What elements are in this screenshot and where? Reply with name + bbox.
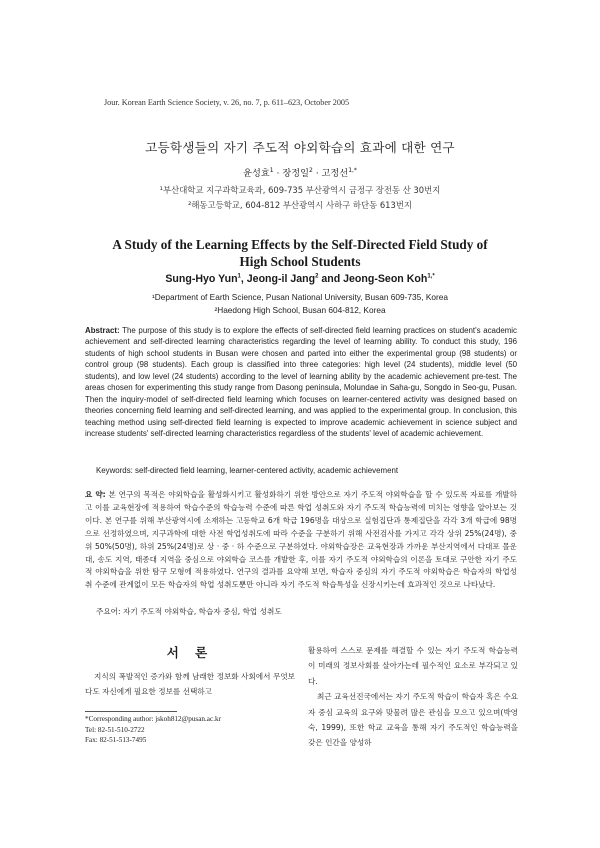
korean-keywords-text: 자기 주도적 야외학습, 학습자 중심, 학업 성취도 — [123, 607, 282, 616]
author-1-affil: 1 — [269, 166, 274, 174]
author-2: Jeong-il Jang — [246, 273, 316, 285]
english-affiliation-2: ²Haedong High School, Busan 604-812, Korea — [214, 305, 386, 315]
intro-paragraph: 활용하여 스스로 문제를 해결할 수 있는 자기 주도적 학습능력이 미래의 정보사회를 살아가는데 필수적인 요소로 부각되고 있다. — [308, 646, 518, 686]
author-3-affil: 1,* — [348, 166, 357, 174]
author-separator: and — [318, 273, 344, 285]
english-authors — [0, 273, 600, 285]
abstract-label: Abstract: — [85, 326, 120, 335]
summary-label: 요 약: — [85, 490, 106, 499]
author-separator: · — [312, 168, 322, 179]
abstract — [85, 325, 517, 440]
author-separator: , — [240, 273, 247, 285]
author-2-affil: 2 — [308, 166, 313, 174]
keywords-text: self-directed field learning, learner-centered activity, academic achievement — [135, 466, 399, 475]
summary-text: 본 연구의 목적은 야외학습을 활성화시키고 활성화하기 위한 방안으로 자기 주도적 야외학습을 할 수 있도록 자료를 개발하고 이를 교육현장에 적용하여 학습수준의 학습능력 수준에 따른 학업 성취도와 자기 주도적 학습능력에 미치는 영향을 알아보는 것이다. 본 연구를 위해 부산광역시에 소재하는 고등학교 6개 학급 196명을 대상으로 실험집단과 통제집단을 각각 3개 학급에 98명으로 선정하였으며, 지구과학에 대한 사전 학업성취도에 따라 수준을 구분하기 위해 사전검사를 가지고 각각 상위 25%(24명), 중위 50%(50명), 하위 25%(24명)로 상 · 중 · 하 수준으로 구분하였다. 야외학습장은 교육현장과 가까운 부산지역에서 다대포 몰운대, 송도 지역, 태종대 지역을 중심으로 야외학습 코스를 개발한 후, 이를 자기 주도적 야외학습의 이론을 토대로 구안한 자기 주도적 야외학습을 위한 탐구 모형에 적용하였다. 연구의 결과를 요약해 보면, 학습자 중심의 자기 주도적 야외학습은 학습자의 학업성취 수준에 관계없이 모든 학습자의 학업 성취도뿐만 아니라 자기 주도적 학습특성을 신장시키는데 효과적인 것으로 나타났다. — [85, 490, 517, 590]
intro-paragraph: 최근 교육선진국에서는 자기 주도적 학습이 학습자 혹은 수요자 중심 교육의 요구와 맞물려 많은 관심을 모으고 있으며(박영숙, 1999), 또한 학교 교육을 통해 자기 주도적인 학습능력을 갖은 인간을 양성하 — [308, 692, 518, 748]
section-heading-introduction: 서 론 — [166, 645, 214, 660]
journal-citation: Jour. Korean Earth Science Society, v. 26, no. 7, p. 611–623, October 2005 — [104, 98, 350, 107]
korean-summary — [85, 489, 517, 592]
keywords — [96, 466, 516, 475]
author-3: 고정선 — [321, 168, 349, 179]
korean-affiliation-2: ²해동고등학교, 604-812 부산광역시 사하구 하단동 613번지 — [187, 200, 413, 210]
korean-affiliation-1: ¹부산대학교 지구과학교육과, 609-735 부산광역시 금정구 장전동 산 30번지 — [159, 185, 441, 195]
english-title-line-2: High School Students — [239, 254, 361, 269]
intro-paragraph: 지식의 폭발적인 증가와 함께 남래한 정보화 사회에서 무엇보다도 자신에게 필요한 정보를 선택하고 — [85, 672, 295, 697]
english-title — [0, 236, 600, 270]
author-1: Sung-Hyo Yun — [165, 273, 238, 285]
english-affiliation-1: ¹Department of Earth Science, Pusan National University, Busan 609-735, Korea — [152, 292, 448, 302]
korean-keywords-label: 주요어: — [96, 607, 121, 616]
author-1: 윤성효 — [243, 168, 270, 179]
telephone: Tel: 82-51-510-2722 — [85, 725, 145, 734]
keywords-label: Keywords: — [96, 466, 133, 475]
footnote — [85, 714, 295, 746]
author-3-affil: 1,* — [427, 273, 435, 280]
korean-title: 고등학생들의 자기 주도적 야외학습의 효과에 대한 연구 — [145, 140, 455, 155]
author-1-affil: 1 — [237, 273, 241, 280]
author-3: Jeong-Seon Koh — [343, 273, 428, 285]
korean-keywords — [96, 606, 516, 617]
author-2-affil: 2 — [315, 273, 319, 280]
footnote-divider — [85, 711, 177, 712]
fax: Fax: 82-51-513-7495 — [85, 736, 147, 745]
english-title-line-1: A Study of the Learning Effects by the Self-Directed Field Study of — [112, 237, 488, 252]
abstract-text: The purpose of this study is to explore the effects of self-directed field learning practices on student's academic achievement and self-directed learning characteristics regarding the level of learning ability. To conduct this study, 196 students of high school students in Busan were chosen and parted into either the experimental group (98 students) or control group (98 students). Each group is classified into three categories: high level (24 students), middle level (50 students), and low level (24 students) according to the level of learning ability by the academic achievement pre-test. The areas chosen for experimenting this study range from Dasong peninsula, Molundae in Saha-gu, Songdo in Seo-gu, Pusan. Then the inquiry-model of self-directed field learning which focuses on learner-centered activity was designed based on theories concerning field learning and self-directed learning, and was applied to the experimental group. In conclusion, this teaching method using self-directed field learning is expected to improve academic achievement in science subject and increase students' self-directed learning characteristics regardless of the students' level of academic achievement. — [85, 326, 517, 439]
korean-authors — [0, 165, 600, 179]
author-separator: · — [273, 168, 283, 179]
intro-right-column — [308, 643, 518, 751]
author-2: 장정일 — [282, 168, 309, 179]
corresponding-author: *Corresponding author: jskoh812@pusan.ac.kr — [85, 715, 221, 723]
intro-left-column — [85, 669, 295, 700]
